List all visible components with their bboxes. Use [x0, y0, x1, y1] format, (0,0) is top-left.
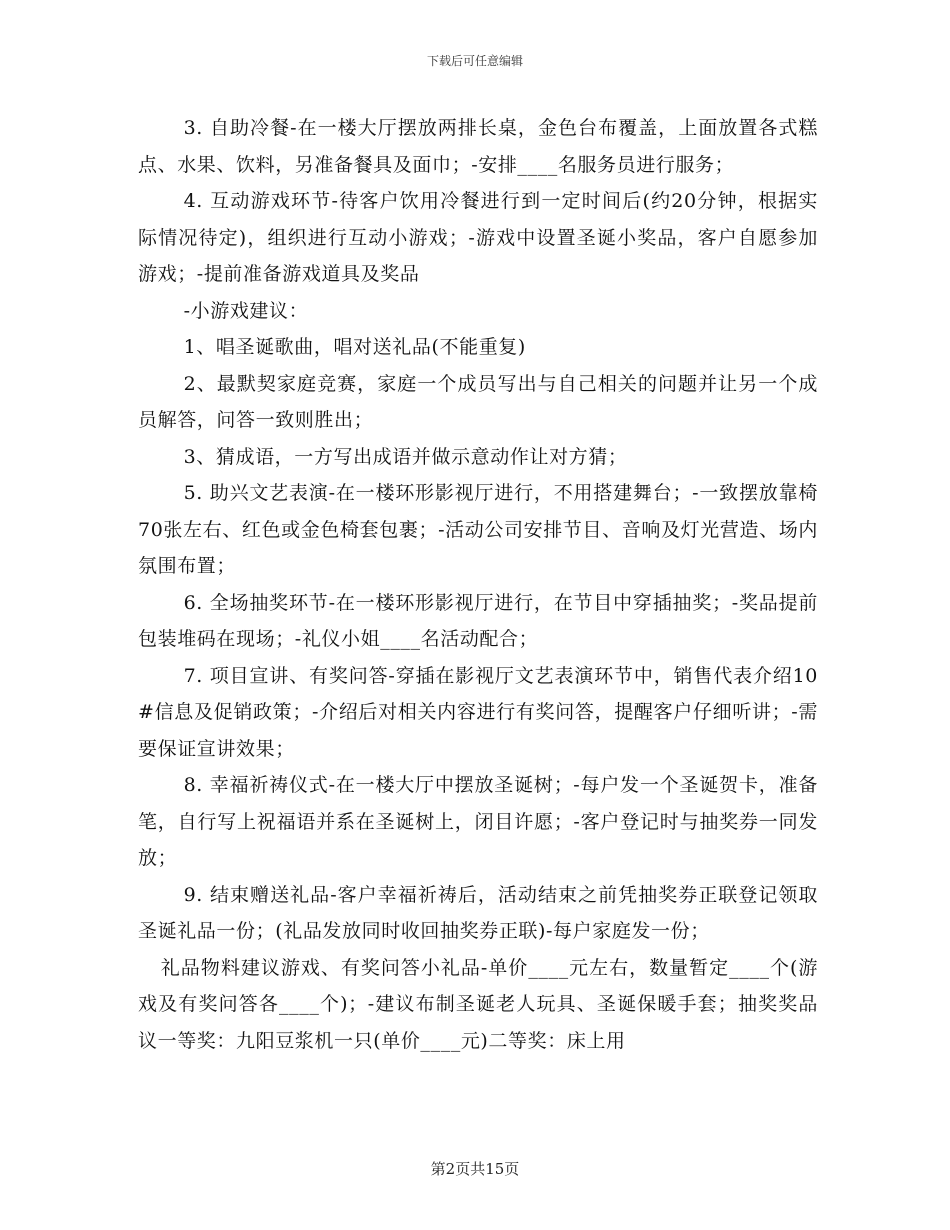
paragraph-game-3: 3、猜成语，一方写出成语并做示意动作让对方猜； — [183, 445, 628, 468]
document-body — [138, 110, 818, 1059]
paragraph-game-2: 2、最默契家庭竞赛，家庭一个成员写出与自己相关的问题并让另一个成员解答，问答一致则胜出； — [138, 372, 818, 431]
paragraph-item-7: 7. 项目宣讲、有奖问答-穿插在影视厅文艺表演环节中，销售代表介绍10#信息及促销政策；-介绍后对相关内容进行有奖问答，提醒客户仔细听讲；-需要保证宣讲效果； — [138, 664, 818, 760]
paragraph-item-9: 9. 结束赠送礼品-客户幸福祈祷后，活动结束之前凭抽奖券正联登记领取圣诞礼品一份；(礼品发放同时收回抽奖券正联)-每户家庭发一份； — [138, 883, 818, 942]
paragraph-game-1: 1、唱圣诞歌曲，唱对送礼品(不能重复) — [183, 336, 526, 358]
page-number: 第2页共15页 — [430, 1160, 520, 1178]
paragraph-item-6: 6. 全场抽奖环节-在一楼环形影视厅进行，在节目中穿插抽奖；-奖品提前包装堆码在现场；-礼仪小姐____名活动配合； — [138, 591, 818, 650]
paragraph-item-4: 4. 互动游戏环节-待客户饮用冷餐进行到一定时间后(约20分钟，根据实际情况待定)，组织进行互动小游戏；-游戏中设置圣诞小奖品，客户自愿参加游戏；-提前准备游戏道具及奖品 — [138, 190, 818, 285]
paragraph-item-3: 3. 自助冷餐-在一楼大厅摆放两排长桌，金色台布覆盖，上面放置各式糕点、水果、饮料，另准备餐具及面巾；-安排____名服务员进行服务； — [138, 117, 818, 176]
paragraph-gift-materials: 礼品物料建议游戏、有奖问答小礼品-单价____元左右，数量暂定____个(游戏及有奖问答各____个)；-建议布制圣诞老人玩具、圣诞保暖手套；抽奖奖品议一等奖：九阳豆浆机一只(单价____元)二等奖：床上用 — [138, 956, 818, 1052]
paragraph-game-suggestions: -小游戏建议： — [183, 299, 309, 322]
paragraph-item-5: 5. 助兴文艺表演-在一楼环形影视厅进行，不用搭建舞台；-一致摆放靠椅70张左右、红色或金色椅套包裹；-活动公司安排节目、音响及灯光营造、场内氛围布置； — [138, 482, 818, 577]
paragraph-item-8: 8. 幸福祈祷仪式-在一楼大厅中摆放圣诞树；-每户发一个圣诞贺卡，准备笔，自行写上祝福语并系在圣诞树上，闭目许愿；-客户登记时与抽奖券一同发放； — [138, 774, 818, 869]
page-header: 下载后可任意编辑 — [426, 54, 523, 68]
